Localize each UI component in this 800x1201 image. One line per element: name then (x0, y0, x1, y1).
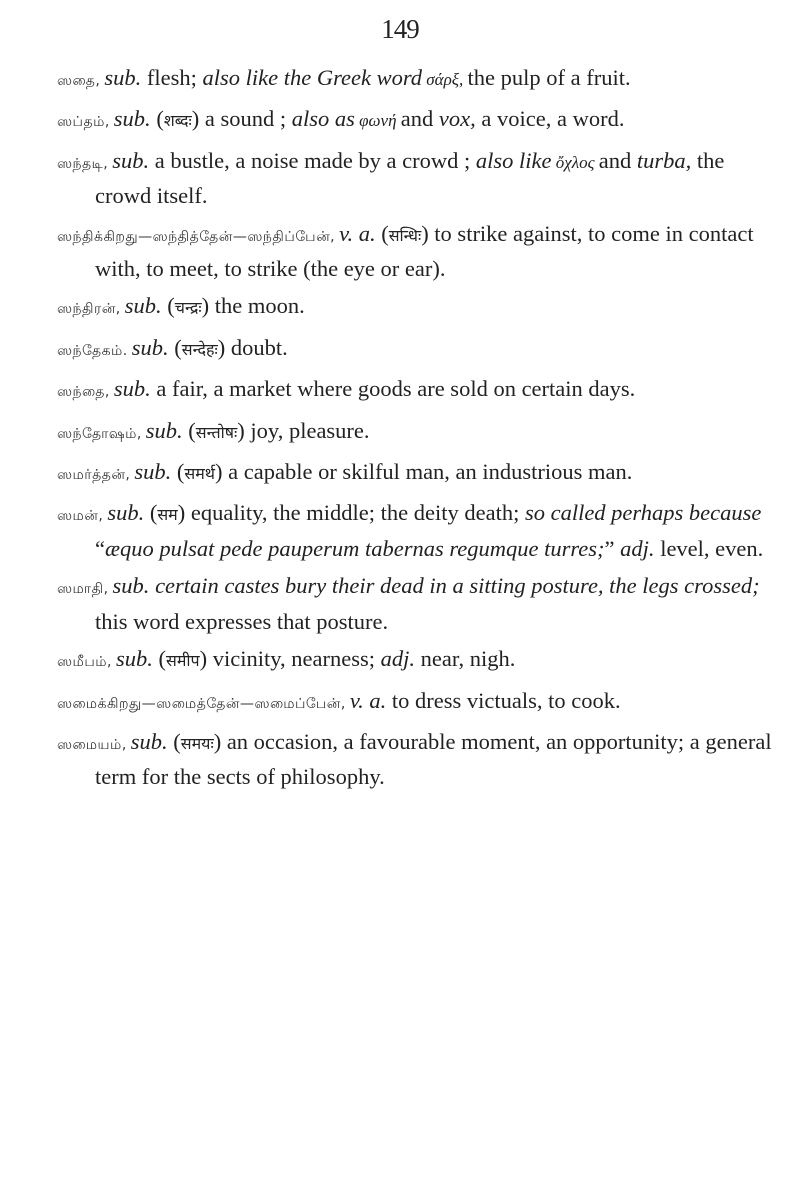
definition-text: ( (182, 417, 196, 443)
entry-headword: ஸதை, (57, 73, 101, 89)
entry-headword: ஸந்திரன், (57, 301, 121, 318)
sanskrit-word: सन्देहः (181, 339, 218, 359)
entry-headword: ஸமர்த்தன், (57, 467, 131, 484)
definition-text: ( (161, 293, 175, 319)
definition-text: ) vicinity, nearness; (199, 646, 381, 672)
definition-text: and (598, 147, 637, 173)
italic-text: sub. (130, 728, 168, 754)
definition-text: ) to strike against, to come in contact with, to meet, to strike (the eye or ear). (95, 220, 754, 282)
italic-text: sub. (145, 417, 183, 443)
definition-text: ( (167, 728, 181, 754)
definition-text: a fair, a market where goods are sold on certain days. (150, 376, 636, 402)
italic-text: certain castes bury their dead in a sitting posture, the legs crossed; (155, 573, 760, 599)
dictionary-entry (57, 685, 772, 720)
definition-text: near, nigh. (415, 646, 516, 672)
greek-word: ὄχλος (551, 152, 599, 172)
italic-text: adj. (620, 535, 655, 561)
italic-text: also like the Greek word (202, 65, 423, 90)
definition-text: a voice, a word. (475, 106, 625, 132)
dictionary-entry (57, 415, 772, 450)
italic-text: also as (291, 106, 355, 132)
definition-text: ) equality, the middle; the deity death; (177, 500, 525, 526)
italic-text: so called perhaps because (524, 500, 762, 526)
definition-text: ( (150, 106, 164, 132)
dictionary-entry (57, 570, 772, 637)
definition-text: flesh; (141, 65, 203, 90)
definition-text: the crowd itself. (95, 147, 725, 209)
definition-text: ( (375, 220, 389, 246)
definition-text: ( (152, 646, 166, 672)
italic-text: adj. (380, 646, 416, 672)
definition-text: ( (171, 459, 185, 485)
definition-text: the pulp of a fruit. (467, 65, 631, 90)
definition-text: ) a capable or skilful man, an industrious man. (215, 459, 633, 485)
italic-text: v. a. (339, 220, 376, 246)
italic-text: vox, (438, 106, 476, 132)
definition-text: ( (144, 500, 158, 526)
dictionary-entry (57, 456, 772, 491)
entry-headword: ஸமாதி, (57, 581, 109, 598)
entry-headword: ஸந்தை, (57, 384, 110, 401)
sanskrit-word: सन्तोषः (195, 422, 238, 442)
dictionary-entry (57, 497, 772, 564)
italic-text: sub. (134, 459, 172, 485)
dictionary-entry (57, 290, 772, 325)
italic-text: sub. (104, 65, 142, 90)
italic-text: sub. (113, 376, 151, 402)
dictionary-entry (57, 726, 772, 793)
italic-text: sub. (112, 573, 150, 599)
entry-headword: ஸந்தேகம். (57, 342, 128, 359)
italic-text: v. a. (349, 687, 387, 713)
greek-word: σάρξ, (422, 70, 468, 89)
dictionary-entry (57, 218, 772, 285)
sanskrit-word: समर्थ (184, 464, 216, 484)
definition-text: ( (168, 334, 182, 360)
dictionary-entry (57, 332, 772, 367)
definition-text: “ (95, 535, 105, 561)
entry-headword: ஸமைக்கிறது—ஸமைத்தேன்—ஸமைப்பேன், (57, 695, 346, 712)
definition-text: ) an occasion, a favourable moment, an opportunity; a general term for the sects of philosophy. (95, 728, 772, 790)
sanskrit-word: समीप (166, 651, 200, 671)
definition-text: ) a sound ; (191, 106, 292, 132)
page-number: 149 (381, 14, 419, 44)
greek-word: φωνή (354, 111, 401, 131)
dictionary-entry (57, 145, 772, 212)
italic-text: sub. (131, 334, 169, 360)
definition-text: ” (604, 535, 621, 561)
definition-text: ) doubt. (217, 334, 288, 360)
dictionary-entry (57, 103, 772, 138)
dictionary-entry (57, 62, 772, 97)
entry-headword: ஸப்தம், (57, 114, 110, 131)
entry-list (57, 62, 772, 799)
italic-text: æquo pulsat pede pauperum tabernas regumque turres; (105, 535, 605, 561)
sanskrit-word: सम (157, 505, 178, 525)
dictionary-entry (57, 373, 772, 408)
definition-text: a bustle, a noise made by a crowd ; (149, 147, 476, 173)
sanskrit-word: समयः (180, 733, 214, 753)
definition-text: this word expresses that posture. (95, 608, 389, 634)
entry-headword: ஸமையம், (57, 736, 127, 753)
italic-text: sub. (113, 106, 151, 132)
sanskrit-word: सन्धिः (388, 225, 422, 245)
definition-text: ) joy, pleasure. (237, 417, 370, 443)
definition-text: and (400, 106, 439, 132)
dictionary-entry (57, 643, 772, 678)
italic-text: turba, (636, 147, 692, 173)
italic-text: sub. (112, 147, 150, 173)
definition-text: ) the moon. (201, 293, 305, 319)
italic-text: also like (475, 147, 552, 173)
entry-headword: ஸந்தடி, (57, 155, 109, 172)
italic-text: sub. (107, 500, 145, 526)
italic-text: sub. (124, 293, 162, 319)
entry-headword: ஸமீபம், (57, 654, 112, 671)
sanskrit-word: शब्दः (163, 111, 192, 131)
italic-text: sub. (115, 646, 153, 672)
entry-headword: ஸமன், (57, 508, 104, 525)
entry-headword: ஸந்திக்கிறது—ஸந்தித்தேன்—ஸந்திப்பேன், (57, 228, 336, 245)
entry-headword: ஸந்தோஷம், (57, 425, 142, 442)
definition-text: level, even. (654, 535, 764, 561)
definition-text: to dress victuals, to cook. (386, 687, 621, 713)
sanskrit-word: चन्द्रः (174, 298, 202, 318)
